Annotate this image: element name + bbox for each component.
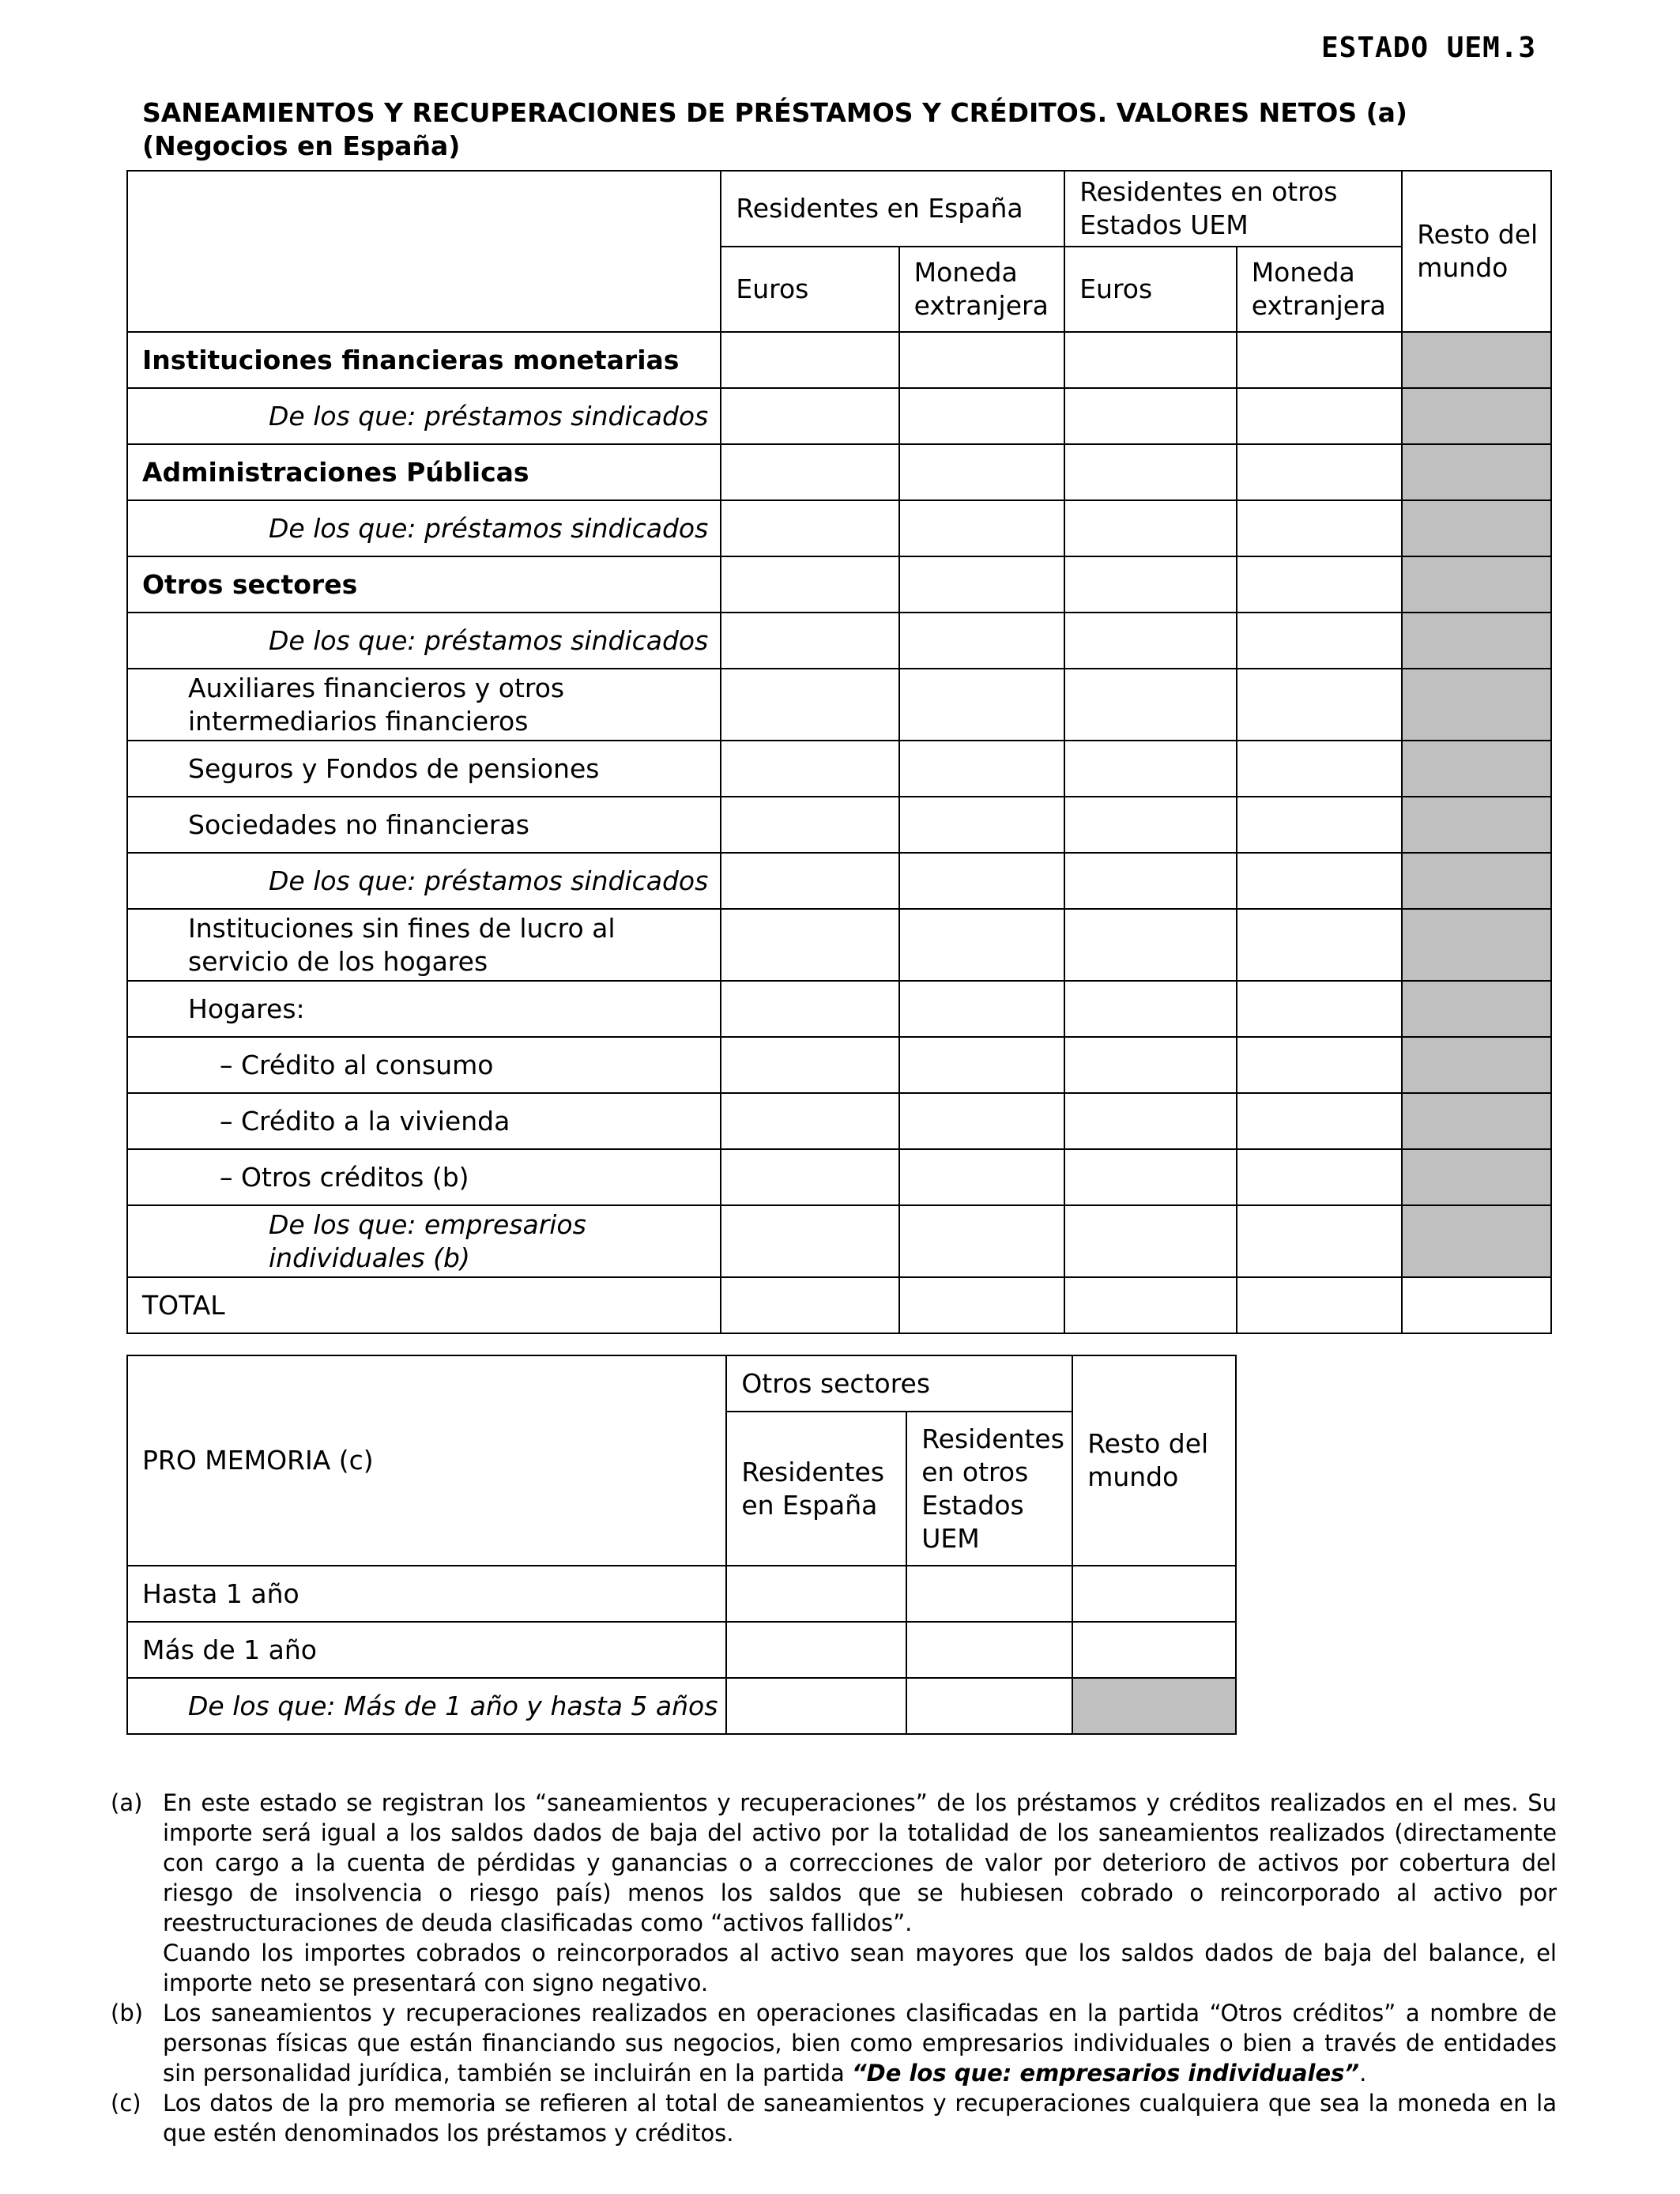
data-cell: [1064, 444, 1237, 500]
shaded-cell: [1402, 1149, 1551, 1205]
data-cell: [721, 613, 898, 669]
data-cell: [1402, 1277, 1551, 1333]
data-cell: [721, 909, 898, 981]
table-row: [127, 1205, 1551, 1277]
table-row: [127, 1566, 1236, 1622]
footnote-b-emphasis: “De los que: empresarios individuales”: [851, 2060, 1360, 2087]
data-cell: [1237, 909, 1403, 981]
data-cell: [906, 1566, 1072, 1622]
col-header-euros: Euros: [721, 247, 898, 332]
table-row: [127, 500, 1551, 556]
data-cell: [1064, 797, 1237, 853]
data-cell: [1237, 1093, 1403, 1149]
data-cell: [1064, 1037, 1237, 1093]
col-header-otros-sectores: Otros sectores: [726, 1355, 1072, 1412]
table-row: [127, 332, 1551, 388]
col-header-residentes-uem: Residentes en otros Estados UEM: [1064, 171, 1402, 247]
data-cell: [721, 1149, 898, 1205]
data-cell: [1064, 500, 1237, 556]
row-label: – Otros créditos (b): [127, 1149, 721, 1205]
data-cell: [1237, 1277, 1403, 1333]
table-row: [127, 388, 1551, 444]
data-cell: [721, 500, 898, 556]
data-cell: [899, 853, 1065, 909]
table-row-total: [127, 1277, 1551, 1333]
shaded-cell: [1402, 741, 1551, 797]
data-cell: [721, 556, 898, 613]
footnote-b-end: .: [1359, 2060, 1367, 2087]
shaded-cell: [1072, 1678, 1236, 1734]
data-cell: [1237, 613, 1403, 669]
data-cell: [899, 909, 1065, 981]
table-row: [127, 1093, 1551, 1149]
row-label: Otros sectores: [127, 556, 721, 613]
footnote-c: [111, 2088, 1557, 2148]
data-cell: [1237, 1205, 1403, 1277]
data-cell: [899, 556, 1065, 613]
row-label: De los que: préstamos sindicados: [127, 853, 721, 909]
row-label: – Crédito a la vivienda: [127, 1093, 721, 1149]
data-cell: [721, 1277, 898, 1333]
data-cell: [899, 981, 1065, 1037]
data-cell: [899, 332, 1065, 388]
shaded-cell: [1402, 853, 1551, 909]
data-cell: [721, 1037, 898, 1093]
shaded-cell: [1402, 556, 1551, 613]
data-cell: [1237, 556, 1403, 613]
data-cell: [721, 797, 898, 853]
row-label: De los que: empresarios individuales (b): [127, 1205, 721, 1277]
data-cell: [899, 1093, 1065, 1149]
shaded-cell: [1402, 332, 1551, 388]
shaded-cell: [1402, 1205, 1551, 1277]
table-row: [127, 909, 1551, 981]
shaded-cell: [1402, 669, 1551, 741]
data-cell: [1064, 1277, 1237, 1333]
title-line-2: (Negocios en España): [142, 130, 461, 161]
shaded-cell: [1402, 1093, 1551, 1149]
col-header-resto-mundo: Resto del mundo: [1402, 171, 1551, 332]
data-cell: [1237, 741, 1403, 797]
footnote-text: [163, 1998, 1557, 2088]
shaded-cell: [1402, 981, 1551, 1037]
data-cell: [726, 1622, 906, 1678]
table-row: [127, 1037, 1551, 1093]
table-row: [127, 669, 1551, 741]
title-line-1: SANEAMIENTOS Y RECUPERACIONES DE PRÉSTAMOS Y CRÉDITOS. VALORES NETOS (a): [142, 97, 1408, 128]
table-row: [127, 981, 1551, 1037]
col-header-residentes-espana: Residentes en España: [726, 1412, 906, 1566]
footnote-text: Los datos de la pro memoria se refieren al total de saneamientos y recuperaciones cualquiera que sea la moneda en la que estén denominados los préstamos y créditos.: [163, 2090, 1557, 2147]
row-label: Seguros y Fondos de pensiones: [127, 741, 721, 797]
row-label: De los que: Más de 1 año y hasta 5 años: [127, 1678, 726, 1734]
shaded-cell: [1402, 500, 1551, 556]
table-row: [127, 444, 1551, 500]
data-cell: [721, 853, 898, 909]
table-row: [127, 853, 1551, 909]
data-cell: [1237, 444, 1403, 500]
footnote-label: (b): [111, 2000, 144, 2026]
row-label: De los que: préstamos sindicados: [127, 613, 721, 669]
data-cell: [899, 797, 1065, 853]
data-cell: [899, 1205, 1065, 1277]
main-table: [126, 170, 1552, 1334]
shaded-cell: [1402, 1037, 1551, 1093]
row-label: De los que: préstamos sindicados: [127, 388, 721, 444]
data-cell: [721, 444, 898, 500]
footnote-a: [111, 1788, 1557, 1998]
table-row: [127, 613, 1551, 669]
data-cell: [1237, 981, 1403, 1037]
row-label: Hogares:: [127, 981, 721, 1037]
data-cell: [899, 1037, 1065, 1093]
data-cell: [721, 669, 898, 741]
row-label: Más de 1 año: [127, 1622, 726, 1678]
data-cell: [1064, 1149, 1237, 1205]
data-cell: [726, 1678, 906, 1734]
col-header-resto-mundo: Resto del mundo: [1072, 1355, 1236, 1566]
document-code: ESTADO UEM.3: [1321, 32, 1537, 64]
data-cell: [721, 981, 898, 1037]
data-cell: [1064, 388, 1237, 444]
data-cell: [721, 1205, 898, 1277]
data-cell: [1237, 853, 1403, 909]
data-cell: [721, 388, 898, 444]
pro-memoria-table: [126, 1355, 1237, 1735]
data-cell: [1064, 853, 1237, 909]
footnote-label: (c): [111, 2090, 141, 2117]
data-cell: [726, 1566, 906, 1622]
data-cell: [1237, 332, 1403, 388]
data-cell: [721, 741, 898, 797]
document-title: [142, 96, 1407, 163]
data-cell: [1064, 1093, 1237, 1149]
footnote-b-body: Los saneamientos y recuperaciones realizados en operaciones clasificadas en la partida “Otros créditos” a nombre de personas físicas que están financiando sus negocios, bien como empresarios individuales o bien a través de entidades sin personalidad jurídica, también se incluirán en la partida: [163, 2000, 1557, 2087]
data-cell: [1064, 909, 1237, 981]
header-empty-cell: [127, 171, 721, 332]
table-row: [127, 1622, 1236, 1678]
footnote-text: En este estado se registran los “saneamientos y recuperaciones” de los préstamos y créditos realizados en el mes. Su importe será igual a los saldos dados de baja del activo por la totalidad de los saneamientos realizados (directamente con cargo a la cuenta de pérdidas y ganancias o a correcciones de valor por deterioro de activos por cobertura del riesgo de insolvencia o riesgo país) menos los saldos que se hubiesen cobrado o reincorporado al activo por reestructuraciones de deuda clasificadas como “activos fallidos”.: [163, 1789, 1557, 1936]
data-cell: [1237, 388, 1403, 444]
table-row: [127, 1149, 1551, 1205]
data-cell: [1064, 981, 1237, 1037]
shaded-cell: [1402, 388, 1551, 444]
row-label: De los que: préstamos sindicados: [127, 500, 721, 556]
data-cell: [1064, 669, 1237, 741]
row-label: Instituciones sin fines de lucro al servicio de los hogares: [127, 909, 721, 981]
col-header-moneda-extranjera: Moneda extranjera: [1237, 247, 1403, 332]
data-cell: [899, 669, 1065, 741]
row-label: – Crédito al consumo: [127, 1037, 721, 1093]
shaded-cell: [1402, 613, 1551, 669]
data-cell: [1072, 1622, 1236, 1678]
table-row: [127, 741, 1551, 797]
row-label: Auxiliares financieros y otros intermediarios financieros: [127, 669, 721, 741]
data-cell: [899, 741, 1065, 797]
col-header-moneda-extranjera: Moneda extranjera: [899, 247, 1065, 332]
col-header-residentes-espana: Residentes en España: [721, 171, 1064, 247]
data-cell: [899, 1277, 1065, 1333]
row-label-total: TOTAL: [127, 1277, 721, 1333]
footnote-label: (a): [111, 1789, 143, 1816]
shaded-cell: [1402, 909, 1551, 981]
data-cell: [1072, 1566, 1236, 1622]
data-cell: [721, 332, 898, 388]
data-cell: [1237, 797, 1403, 853]
data-cell: [899, 444, 1065, 500]
table-row: [127, 797, 1551, 853]
data-cell: [899, 388, 1065, 444]
data-cell: [899, 613, 1065, 669]
shaded-cell: [1402, 444, 1551, 500]
data-cell: [1237, 500, 1403, 556]
data-cell: [899, 1149, 1065, 1205]
data-cell: [906, 1622, 1072, 1678]
data-cell: [899, 500, 1065, 556]
footnotes: [111, 1788, 1557, 2148]
table-row: [127, 1678, 1236, 1734]
row-label: Sociedades no financieras: [127, 797, 721, 853]
data-cell: [1064, 332, 1237, 388]
row-label: Hasta 1 año: [127, 1566, 726, 1622]
data-cell: [1064, 741, 1237, 797]
data-cell: [1064, 556, 1237, 613]
pro-memoria-label: PRO MEMORIA (c): [127, 1355, 726, 1566]
data-cell: [1237, 1037, 1403, 1093]
shaded-cell: [1402, 797, 1551, 853]
footnote-text: Cuando los importes cobrados o reincorporados al activo sean mayores que los saldos dados de baja del balance, el importe neto se presentará con signo negativo.: [163, 1940, 1557, 1996]
row-label: Administraciones Públicas: [127, 444, 721, 500]
row-label: Instituciones financieras monetarias: [127, 332, 721, 388]
data-cell: [1064, 613, 1237, 669]
data-cell: [1064, 1205, 1237, 1277]
table-row: [127, 556, 1551, 613]
data-cell: [1237, 669, 1403, 741]
data-cell: [906, 1678, 1072, 1734]
col-header-residentes-uem: Residentes en otros Estados UEM: [906, 1412, 1072, 1566]
data-cell: [1237, 1149, 1403, 1205]
col-header-euros: Euros: [1064, 247, 1237, 332]
data-cell: [721, 1093, 898, 1149]
footnote-b: [111, 1998, 1557, 2088]
